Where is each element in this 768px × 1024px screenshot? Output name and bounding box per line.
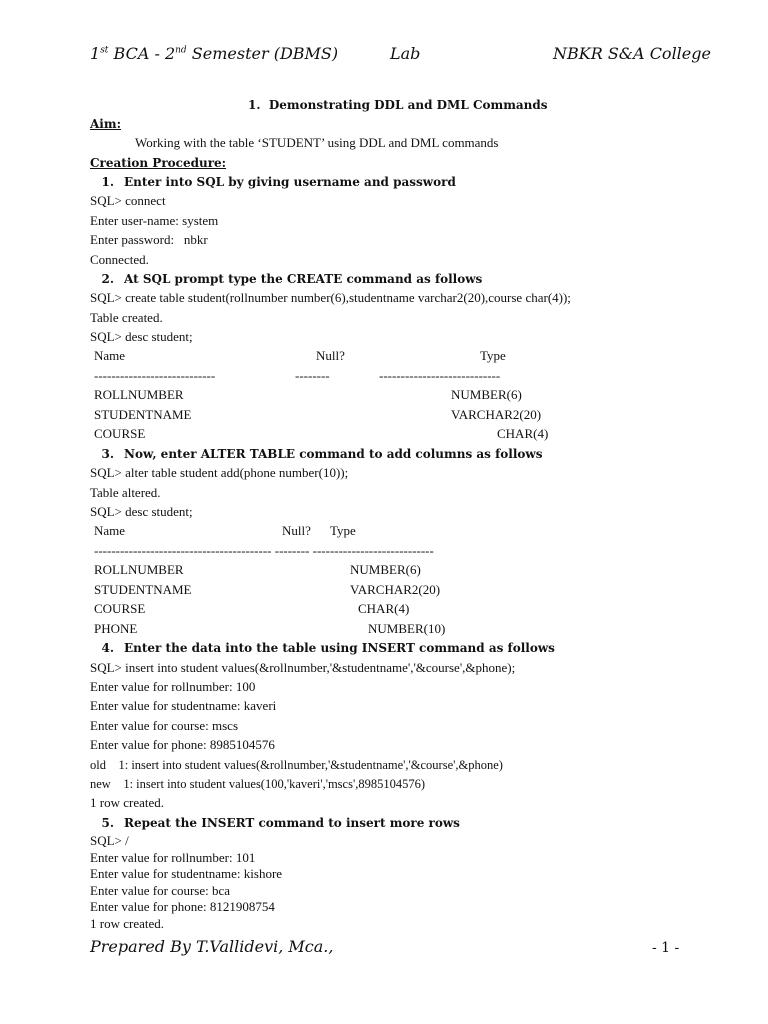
table-cell: COURSE: [94, 426, 146, 441]
table-cell: NUMBER(10): [368, 621, 446, 636]
table-header: Null?: [316, 348, 345, 363]
code-line: Enter value for rollnumber: 101: [90, 850, 256, 865]
code-line: SQL> connect: [90, 193, 166, 208]
code-line: SQL> alter table student add(phone number(10));: [90, 465, 349, 480]
procedure-label: Creation Procedure:: [90, 156, 227, 170]
table-cell: CHAR(4): [358, 601, 410, 616]
code-line: Connected.: [90, 252, 149, 267]
code-line: Table altered.: [90, 485, 161, 500]
table-cell: STUDENTNAME: [94, 407, 192, 422]
step-heading: 3. Now, enter ALTER TABLE command to add columns as follows: [101, 447, 543, 461]
footer-author: Prepared By T.Vallidevi, Mca.,: [90, 937, 334, 956]
table-cell: VARCHAR2(20): [451, 407, 542, 422]
table-cell: NUMBER(6): [350, 562, 421, 577]
table-divider: --------: [295, 368, 330, 383]
header-left: 1st BCA - 2nd Semester (DBMS): [90, 44, 339, 63]
table-header: Type: [330, 523, 356, 538]
code-line: Enter value for studentname: kishore: [90, 866, 283, 881]
step-heading: 1. Enter into SQL by giving username and password: [101, 175, 456, 189]
table-divider: ----------------------------: [379, 368, 501, 383]
code-line: old 1: insert into student values(&rollnumber,'&studentname','&course',&phone): [90, 758, 503, 772]
table-header: Name: [94, 348, 126, 363]
page-title: 1. Demonstrating DDL and DML Commands: [248, 98, 548, 112]
table-cell: STUDENTNAME: [94, 582, 192, 597]
code-line: Enter value for rollnumber: 100: [90, 679, 256, 694]
table-cell: CHAR(4): [497, 426, 549, 441]
code-line: Enter value for course: mscs: [90, 718, 239, 733]
code-line: new 1: insert into student values(100,'kaveri','mscs',8985104576): [90, 777, 425, 791]
code-line: Enter value for studentname: kaveri: [90, 698, 277, 713]
code-line: 1 row created.: [90, 795, 164, 810]
header-right: NBKR S&A College: [553, 44, 711, 63]
aim-text: Working with the table ‘STUDENT’ using DDL and DML commands: [135, 135, 499, 150]
table-cell: VARCHAR2(20): [350, 582, 441, 597]
code-line: SQL> /: [90, 833, 129, 848]
code-line: Enter user-name: system: [90, 213, 219, 228]
code-line: SQL> insert into student values(&rollnumber,'&studentname','&course',&phone);: [90, 660, 516, 675]
table-cell: ROLLNUMBER: [94, 387, 184, 402]
code-line: Enter value for phone: 8121908754: [90, 899, 275, 914]
code-line: SQL> desc student;: [90, 504, 193, 519]
aim-label: Aim:: [90, 117, 121, 131]
table-header: Null?: [282, 523, 311, 538]
table-cell: PHONE: [94, 621, 138, 636]
header-center: Lab: [390, 44, 421, 63]
table-cell: NUMBER(6): [451, 387, 522, 402]
code-line: Table created.: [90, 310, 163, 325]
table-header: Name: [94, 523, 126, 538]
code-line: SQL> create table student(rollnumber number(6),studentname varchar2(20),course char(4));: [90, 290, 571, 305]
code-line: Enter password: nbkr: [90, 232, 208, 247]
code-line: SQL> desc student;: [90, 329, 193, 344]
table-divider: ----------------------------------------- -------- ----------------------------: [94, 543, 434, 558]
page-number: - 1 -: [652, 940, 680, 956]
code-line: Enter value for course: bca: [90, 883, 231, 898]
table-cell: COURSE: [94, 601, 146, 616]
table-header: Type: [480, 348, 506, 363]
step-heading: 5. Repeat the INSERT command to insert more rows: [101, 816, 460, 830]
step-heading: 2. At SQL prompt type the CREATE command as follows: [101, 272, 483, 286]
code-line: Enter value for phone: 8985104576: [90, 737, 275, 752]
code-line: 1 row created.: [90, 916, 164, 931]
step-heading: 4. Enter the data into the table using INSERT command as follows: [101, 641, 555, 655]
table-cell: ROLLNUMBER: [94, 562, 184, 577]
table-divider: ----------------------------: [94, 368, 216, 383]
